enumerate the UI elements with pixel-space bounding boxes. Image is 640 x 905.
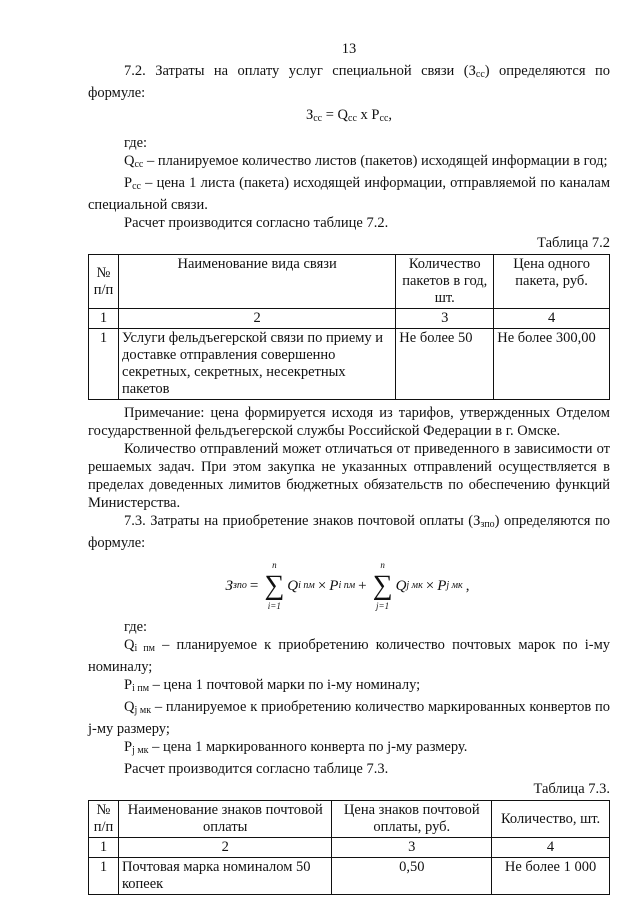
column-number: 2 (118, 309, 395, 329)
note-tariffs: Примечание: цена формируется исходя из тарифов, утвержденных Отделом государственной фельдъегерской службы Российской Федерации в г. Омске. (88, 405, 610, 439)
table-number-row (89, 838, 610, 858)
column-number: 1 (89, 838, 119, 858)
note-quantity: Количество отправлений может отличаться от приведенного в зависимости от решаемых задач. При этом закупка не указанных отправлений осуществляется в пределах доведенных лимитов бюджетных обязательств по обеспечению функций Министерства. (88, 441, 610, 511)
header-cell: Цена одного пакета, руб. (494, 255, 610, 309)
header-cell: Количество пакетов в год, шт. (396, 255, 494, 309)
header-cell: Наименование вида связи (118, 255, 395, 309)
document-page (88, 40, 610, 899)
header-cell: Количество, шт. (492, 801, 610, 838)
table-7-3-caption: Таблица 7.3. (533, 781, 610, 797)
definition-q-jmk: $Q_{j мк}$ – планируемое к приобретению количество маркированных конвертов по j-му размеру; (88, 699, 610, 737)
column-number: 3 (396, 309, 494, 329)
column-number: 4 (494, 309, 610, 329)
definition-pcc: $Р_{сс}$ – цена 1 листа (пакета) исходящей информации, отправляемой по каналам специальной связи. (88, 175, 610, 213)
table-header-row (89, 801, 610, 838)
row-index: 1 (89, 858, 119, 895)
stamp-price: 0,50 (332, 858, 492, 895)
column-number: 1 (89, 309, 119, 329)
package-quantity: Не более 50 (396, 329, 494, 400)
table-header-row (89, 255, 610, 309)
section-7-2-intro: 7.2. Затраты на оплату услуг специальной связи $(З_{сс})$ определяются по формуле: (88, 63, 611, 101)
table-row (89, 858, 610, 895)
column-number: 4 (492, 838, 610, 858)
table-number-row (89, 309, 610, 329)
stamp-name: Почтовая марка номиналом 50 копеек (118, 858, 332, 895)
calc-note-7-2: Расчет производится согласно таблице 7.2. (124, 215, 389, 231)
page-number: 13 (341, 41, 357, 57)
formula-postage: З зпо = n ∑ i=1 Q i пм × P i пм + n ∑ j=1 Q j мк × P j мк , (225, 560, 470, 611)
definition-p-jmk: $P_{j мк}$ – цена 1 маркированного конверта по j-му размеру. (124, 739, 468, 756)
table-7-2-caption: Таблица 7.2 (537, 235, 610, 251)
definition-qcc: $Q_{сс}$ – планируемое количество листов (пакетов) исходящей информации в год; (124, 153, 608, 170)
row-index: 1 (89, 329, 119, 400)
where-label: где: (124, 619, 148, 635)
stamp-quantity: Не более 1 000 (492, 858, 610, 895)
table-7-2 (88, 254, 610, 400)
header-cell: Цена знаков почтовой оплаты, руб. (332, 801, 492, 838)
column-number: 2 (118, 838, 332, 858)
calc-note-7-3: Расчет производится согласно таблице 7.3. (124, 761, 389, 777)
service-name: Услуги фельдъегерской связи по приему и доставке отправления совершенно секретных, секретных, несекретных пакетов (118, 329, 395, 400)
sum-symbol: n ∑ i=1 (264, 560, 285, 611)
header-cell: № п/п (89, 255, 119, 309)
table-7-3 (88, 800, 610, 895)
where-label: где: (124, 135, 148, 151)
table-row (89, 329, 610, 400)
sum-symbol: n ∑ j=1 (372, 560, 393, 611)
definition-q-ipm: $Q_{i пм}$ – планируемое к приобретению количество почтовых марок по i-му номиналу; (88, 637, 610, 675)
section-7-3-intro: 7.3. Затраты на приобретение знаков почтовой оплаты $(З_{зпо})$ определяются по формуле: (88, 513, 610, 551)
header-cell: Наименование знаков почтовой оплаты (118, 801, 332, 838)
definition-p-ipm: $P_{i пм}$ – цена 1 почтовой марки по i-му номиналу; (124, 677, 421, 694)
package-price: Не более 300,00 (494, 329, 610, 400)
column-number: 3 (332, 838, 492, 858)
header-cell: № п/п (89, 801, 119, 838)
formula-special-communication: $З_{сс} = Q_{сс}$ x $P_{сс}$, (305, 107, 393, 124)
